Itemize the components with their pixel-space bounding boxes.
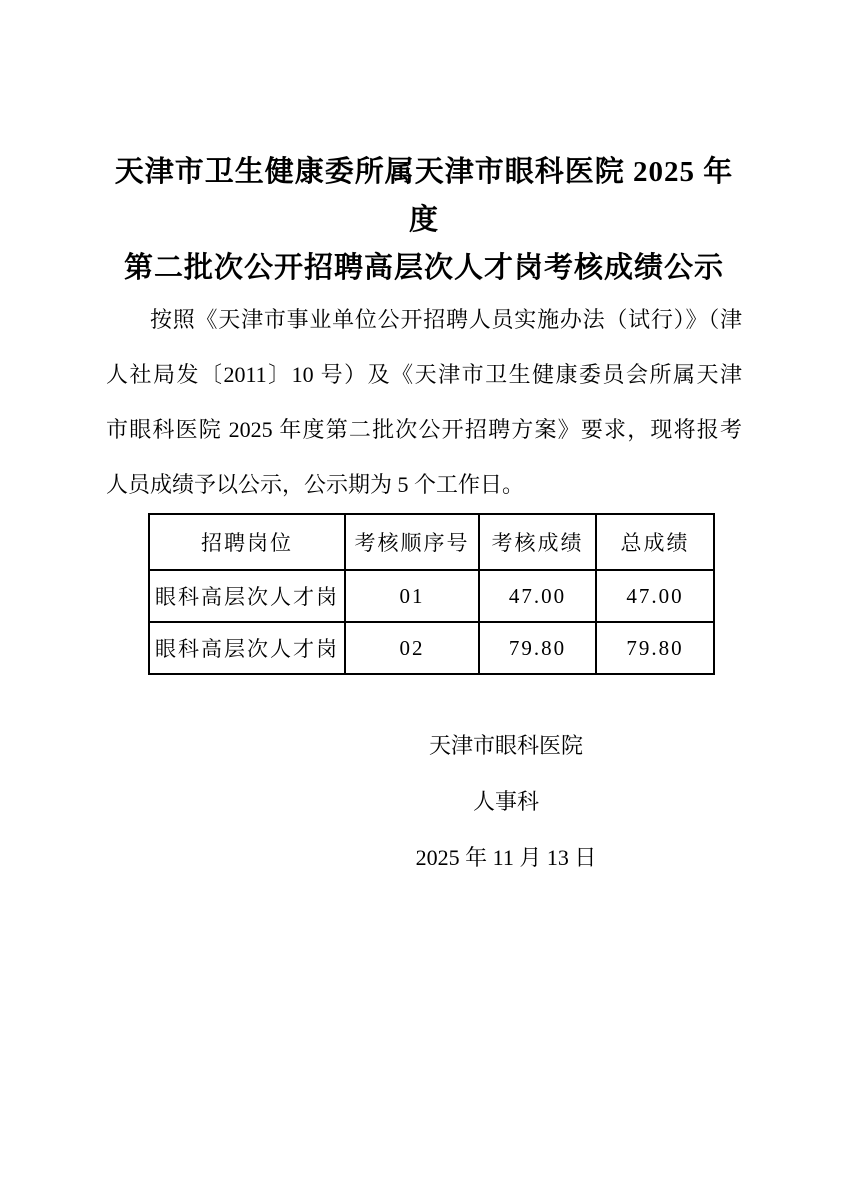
body-line-3: 市眼科医院 2025 年度第二批次公开招聘方案》要求，现将报考 bbox=[106, 417, 742, 442]
body-line-4: 人员成绩予以公示，公示期为 5 个工作日。 bbox=[106, 472, 525, 497]
cell-assessment-score: 47.00 bbox=[479, 570, 596, 622]
signature-date: 2025 年 11 月 13 日 bbox=[415, 845, 597, 870]
cell-sequence-number: 02 bbox=[345, 622, 479, 674]
table-row bbox=[149, 570, 714, 622]
document-title-line-1: 天津市卫生健康委所属天津市眼科医院 2025 年度 bbox=[114, 156, 734, 236]
cell-total-score: 79.80 bbox=[596, 622, 714, 674]
cell-assessment-score: 79.80 bbox=[479, 622, 596, 674]
header-assessment-score: 考核成绩 bbox=[479, 514, 596, 570]
header-sequence-number: 考核顺序号 bbox=[345, 514, 479, 570]
body-line-2: 人社局发〔2011〕10 号）及《天津市卫生健康委员会所属天津 bbox=[106, 362, 742, 387]
score-table bbox=[148, 513, 715, 675]
signature-organization: 天津市眼科医院 bbox=[428, 733, 583, 758]
cell-total-score: 47.00 bbox=[596, 570, 714, 622]
table-header-row bbox=[149, 514, 714, 570]
body-line-1: 按照《天津市事业单位公开招聘人员实施办法（试行）》（津 bbox=[150, 307, 742, 332]
cell-sequence-number: 01 bbox=[345, 570, 479, 622]
signature-block bbox=[356, 718, 656, 886]
cell-position: 眼科高层次人才岗 bbox=[149, 570, 345, 622]
cell-position: 眼科高层次人才岗 bbox=[149, 622, 345, 674]
body-paragraph bbox=[106, 292, 742, 512]
header-position: 招聘岗位 bbox=[149, 514, 345, 570]
document-title bbox=[106, 148, 742, 292]
table-row bbox=[149, 622, 714, 674]
header-total-score: 总成绩 bbox=[596, 514, 714, 570]
signature-department: 人事科 bbox=[472, 789, 539, 814]
document-title-line-2: 第二批次公开招聘高层次人才岗考核成绩公示 bbox=[123, 252, 724, 284]
